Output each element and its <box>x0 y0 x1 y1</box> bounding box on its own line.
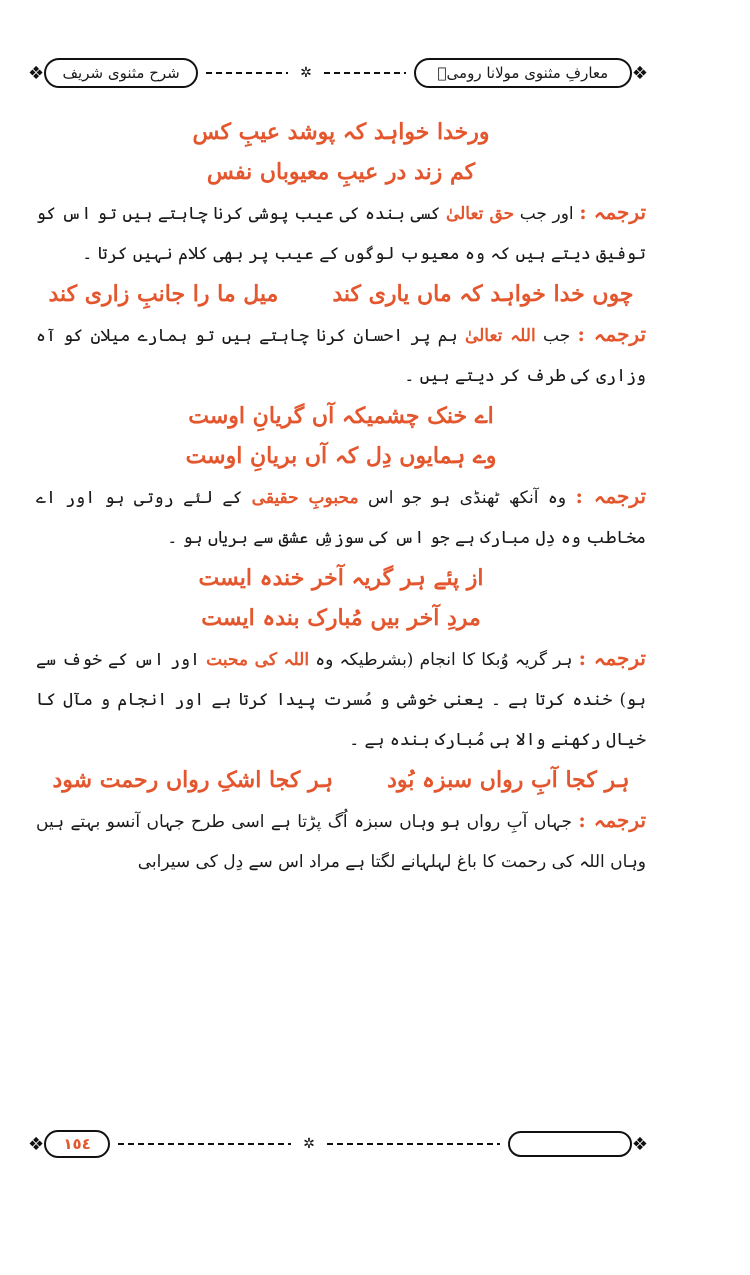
page-content <box>36 112 646 882</box>
paragraph-text: ہم پر احسان کرنا چاہتے ہیں تو ہمارے میلان کو آہ وزاری کی طرف کر دیتے ہیں ۔ <box>36 326 646 386</box>
paragraph-text: جہاں آبِ رواں ہو وہاں سبزہ اُگ پڑتا ہے اسی طرح جہاں آنسو بہتے ہیں وہاں اللہ کی رحمت کا باغ لہلہانے لگتا ہے مراد اس سے دِل کی سیرابی <box>36 812 646 872</box>
header-chain-divider <box>324 72 406 74</box>
verse-couplet <box>36 760 646 800</box>
verse-line: کم زند در عیبِ معیوباں نفس <box>206 159 476 185</box>
footer-ornament-left: ❖ <box>28 1133 45 1155</box>
star-ornament-icon: ✲ <box>303 1136 315 1152</box>
translation-paragraph <box>36 800 646 882</box>
header-ornament-right: ❖ <box>631 62 648 84</box>
paragraph-text: وہ آنکھ ٹھنڈی ہو جو اس <box>358 488 567 508</box>
hemistich-left: ہر کجا اشکِ رواں رحمت شود <box>52 767 334 793</box>
hemistich-right: چوں خدا خواہد کہ ماں یاری کند <box>332 281 634 307</box>
verse-line: وے ہمایوں دِل کہ آں بریانِ اوست <box>185 443 497 469</box>
highlighted-phrase: حق تعالیٰ <box>445 204 515 224</box>
highlighted-phrase: اللہ کی محبت <box>206 650 310 670</box>
book-title: معارفِ مثنوی مولانا رومیؒ <box>414 58 632 88</box>
verse-line: ورخدا خواہد کہ پوشد عیبِ کس <box>192 119 490 145</box>
paragraph-text: کسی بندہ کی عیب پوشی کرنا چاہتے ہیں تو اس کو توفیق دیتے ہیں کہ وہ معیوب لوگوں کے عیب پر بھی کلام نہیں کرتا ۔ <box>36 204 646 264</box>
hemistich-right: ہر کجا آبِ رواں سبزہ بُود <box>387 767 630 793</box>
footer-chain-divider <box>327 1143 500 1145</box>
page-number: ١٥٤ <box>44 1130 110 1158</box>
highlighted-phrase: اللہ تعالیٰ <box>464 326 536 346</box>
verse-line: مردِ آخر بیں مُبارک بندہ ایست <box>201 605 481 631</box>
translation-label: ترجمہ : <box>575 484 647 508</box>
star-ornament-icon: ✲ <box>300 65 312 81</box>
translation-paragraph <box>36 638 646 760</box>
translation-paragraph <box>36 192 646 274</box>
verse-line: از پئے ہر گریہ آخر خندہ ایست <box>198 565 484 591</box>
translation-label: ترجمہ : <box>578 646 646 670</box>
header-chain-divider <box>206 72 288 74</box>
verse-line: اے خنک چشمیکہ آں گریانِ اوست <box>188 403 494 429</box>
paragraph-text: جب <box>535 326 571 346</box>
footer-cartouche <box>508 1131 632 1157</box>
paragraph-text: کے لئے روتی ہو اور اے مخاطب وہ دِل مبارک ہے جو اس کی سوزشِ عشق سے بریاں ہو ۔ <box>36 488 646 548</box>
header-ornament-left: ❖ <box>27 62 45 84</box>
translation-label: ترجمہ : <box>577 322 647 346</box>
translation-label: ترجمہ : <box>579 200 647 224</box>
footer-chain-divider <box>118 1143 291 1145</box>
hemistich-left: میل ما را جانبِ زاری کند <box>48 281 279 307</box>
verse-couplet <box>36 274 646 314</box>
paragraph-text: اور جب <box>514 204 574 224</box>
translation-paragraph <box>36 476 646 558</box>
page-header <box>28 54 648 92</box>
section-title: شرح مثنوی شریف <box>44 58 198 88</box>
footer-ornament-right: ❖ <box>631 1133 649 1155</box>
translation-label: ترجمہ : <box>578 808 647 832</box>
page-footer <box>28 1126 648 1162</box>
paragraph-text: اور اس کے خوف سے ہو) خندہ کرتا ہے ۔ یعنی خوشی و مُسرت پیدا کرتا ہے اور انجام و مآل کا خیال رکھنے والا ہی مُبارک بندہ ہے ۔ <box>36 650 646 750</box>
highlighted-phrase: محبوبِ حقیقی <box>251 488 359 508</box>
paragraph-text: ہر گریہ وُبکا کا انجام (بشرطیکہ وہ <box>309 650 573 670</box>
translation-paragraph <box>36 314 646 396</box>
